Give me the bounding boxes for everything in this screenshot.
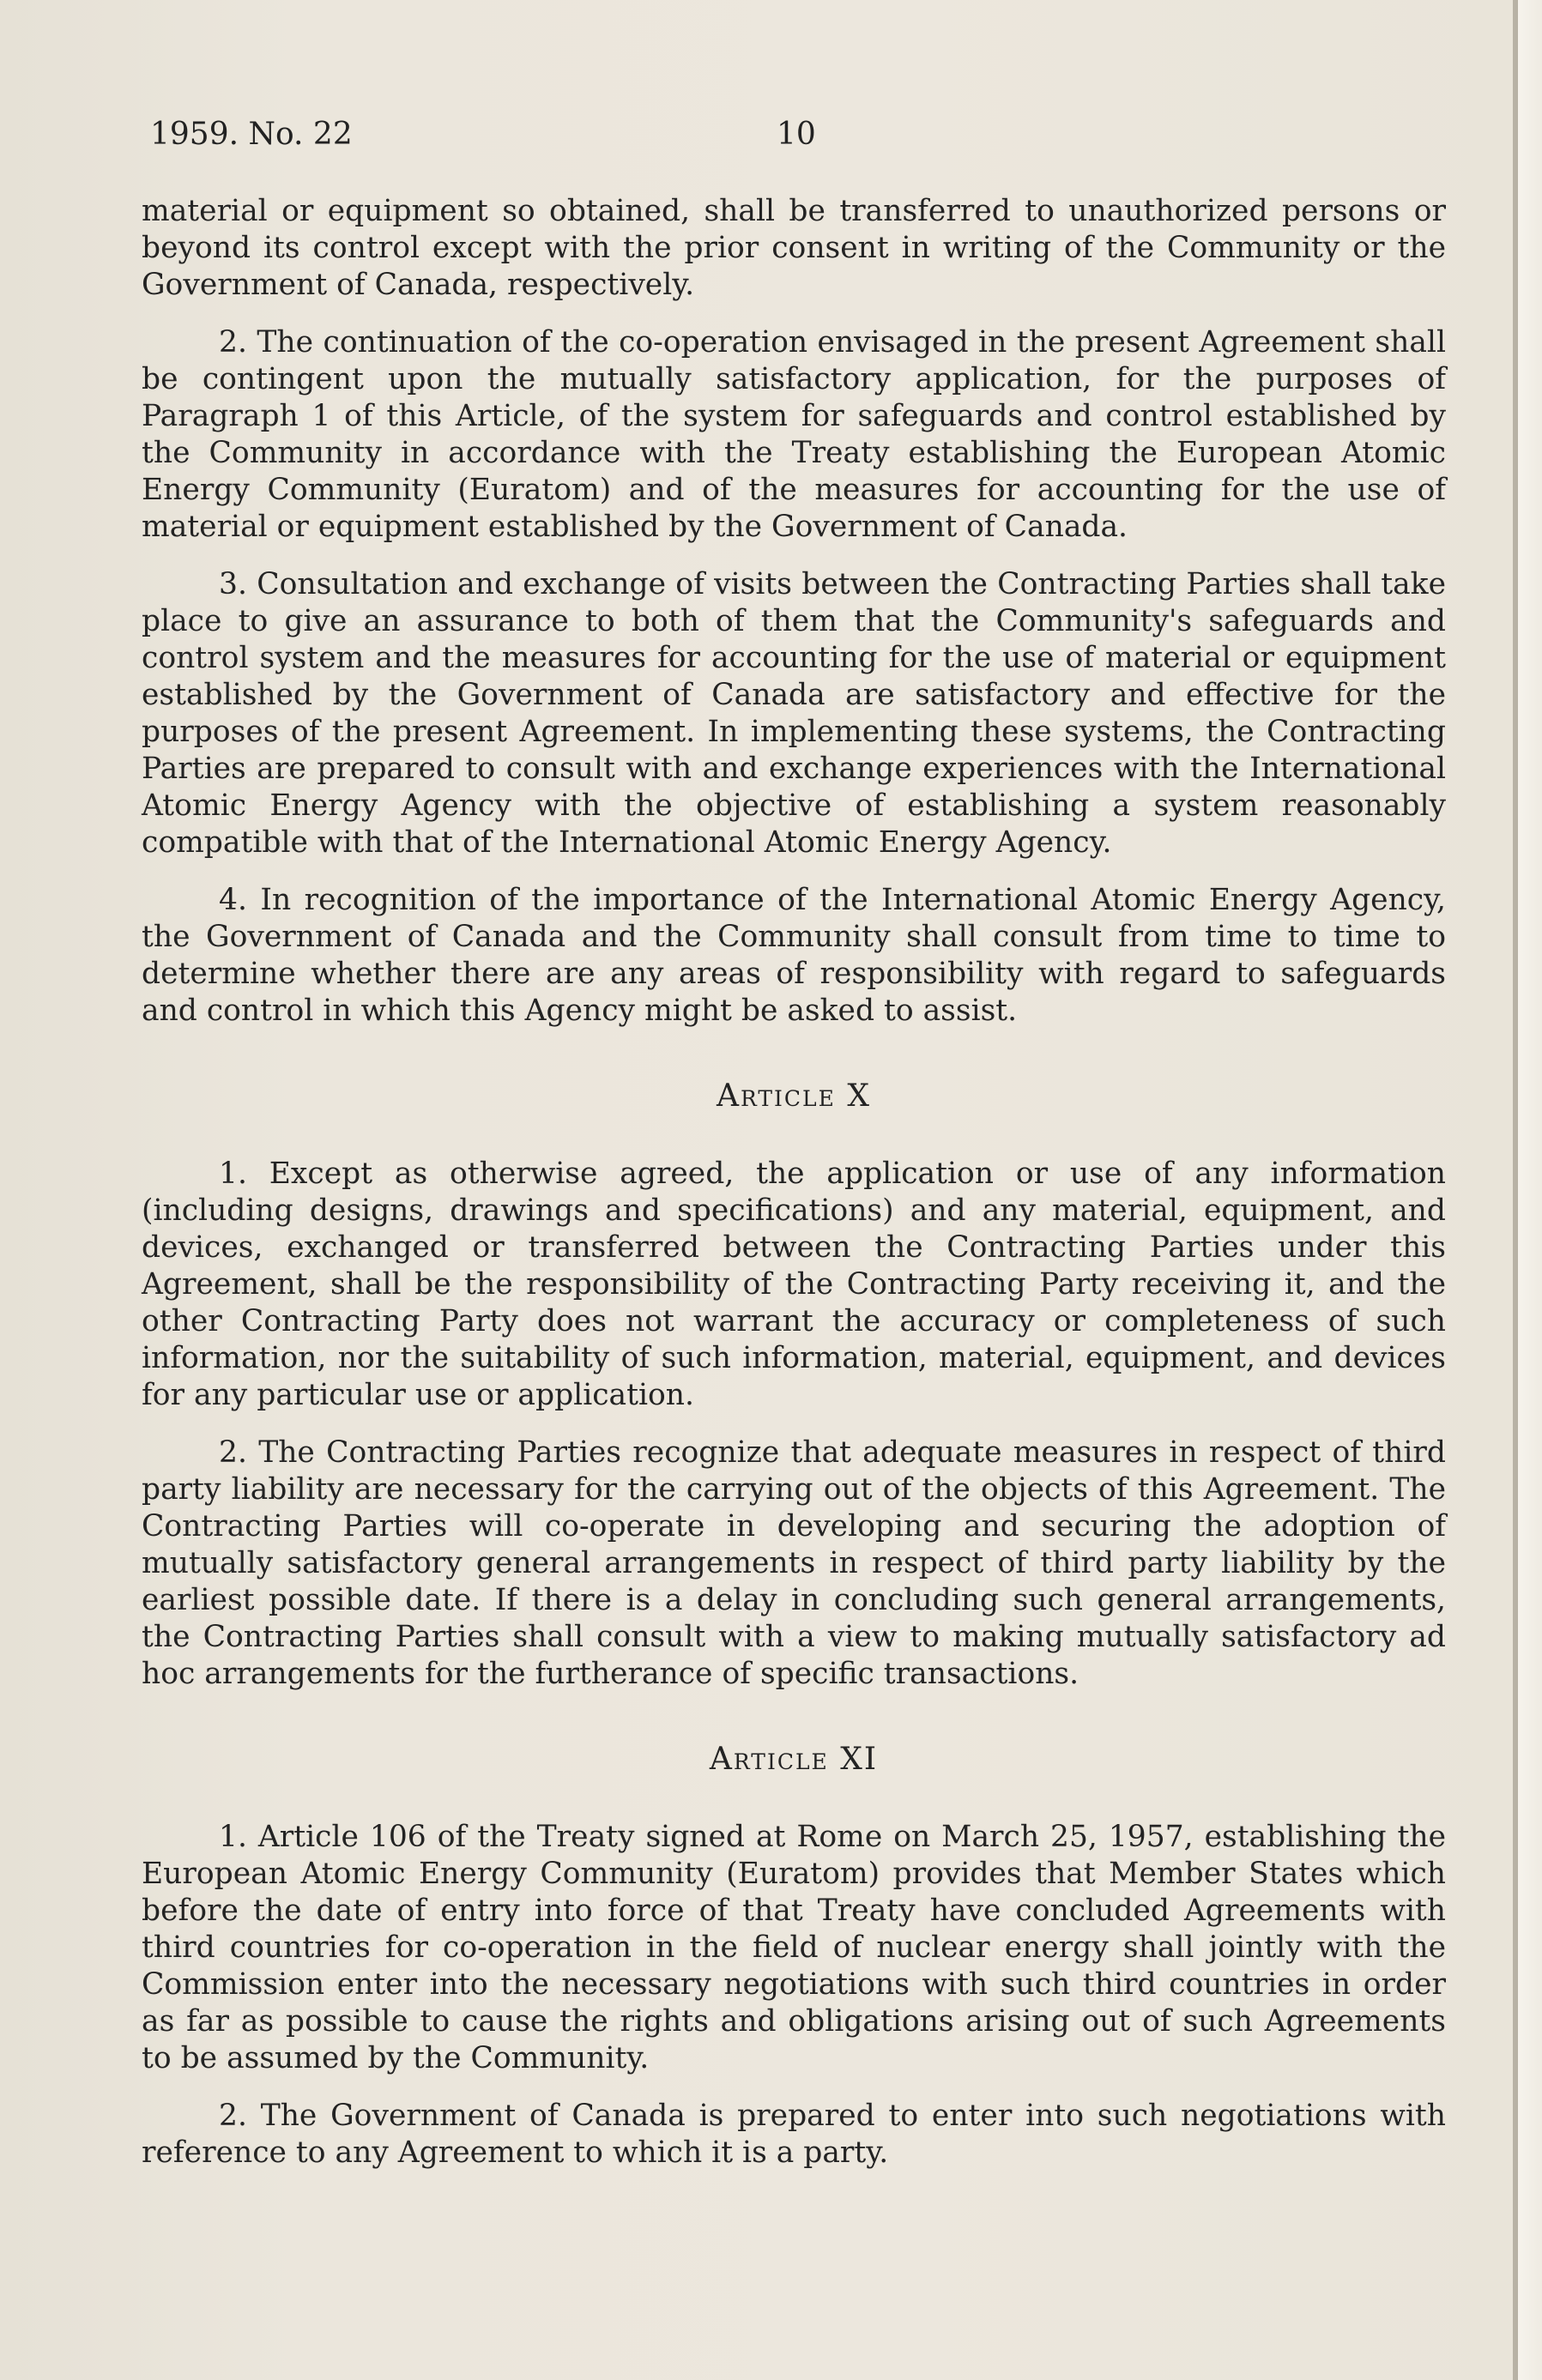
article-x-paragraph-1: 1. Except as otherwise agreed, the application or use of any information (including designs, drawings and specifications) and any material, equipment, and devices, exchanged or transferred between the Contracting Parties under this Agreement, shall be the responsibility of the Contracting Party receiving it, and the other Contracting Party does not warrant the accuracy or completeness of such information, nor the suitability of such information, material, equipment, and devices for any particular use or application. — [142, 1157, 1446, 1412]
paragraph-3: 3. Consultation and exchange of visits between the Contracting Parties shall take place to give an assurance to both of them that the Community's safeguards and control system and the measures for accounting for the use of material or equipment established by the Government of Canada are satisfactory and effective for the purposes of the present Agreement. In implementing these systems, the Contracting Parties are prepared to consult with and exchange experiences with the International Atomic Energy Agency with the objective of establishing a system reasonably compatible with that of the International Atomic Energy Agency. — [142, 567, 1446, 860]
paragraph-4: 4. In recognition of the importance of the International Atomic Energy Agency, the Government of Canada and the Community shall consult from time to time to determine whether there are any areas of responsibility with regard to safeguards and control in which this Agency might be asked to assist. — [142, 883, 1446, 1028]
page-margin-strip — [1518, 0, 1542, 2380]
article-x-heading: Article X — [717, 1078, 871, 1114]
document-body — [142, 193, 1446, 2192]
article-xi-paragraph-1: 1. Article 106 of the Treaty signed at Rome on March 25, 1957, establishing the European Atomic Energy Community (Euratom) provides that Member States which before the date of entry into force of that Treaty have concluded Agreements with third countries for co-operation in the field of nuclear energy shall jointly with the Commission enter into the necessary negotiations with such third countries in order as far as possible to cause the rights and obligations arising out of such Agreements to be assumed by the Community. — [142, 1820, 1446, 2075]
paragraph-2: 2. The continuation of the co-operation envisaged in the present Agreement shall be contingent upon the mutually satisfactory application, for the purposes of Paragraph 1 of this Article, of the system for safeguards and control established by the Community in accordance with the Treaty establishing the European Atomic Energy Community (Euratom) and of the measures for accounting for the use of material or equipment established by the Government of Canada. — [142, 325, 1446, 544]
page-number: 10 — [777, 117, 816, 152]
article-xi-paragraph-2: 2. The Government of Canada is prepared to enter into such negotiations with reference to any Agreement to which it is a party. — [142, 2099, 1446, 2170]
article-xi-heading: Article XI — [709, 1742, 879, 1777]
issue-number: 1959. No. 22 — [150, 117, 353, 152]
continuation-paragraph: material or equipment so obtained, shall be transferred to unauthorized persons or beyond its control except with the prior consent in writing of the Community or the Government of Canada, respectively. — [142, 194, 1446, 302]
article-x-paragraph-2: 2. The Contracting Parties recognize that adequate measures in respect of third party liability are necessary for the carrying out of the objects of this Agreement. The Contracting Parties will co-operate in developing and securing the adoption of mutually satisfactory general arrangements in respect of third party liability by the earliest possible date. If there is a delay in concluding such general arrangements, the Contracting Parties shall consult with a view to making mutually satisfactory ad hoc arrangements for the furtherance of specific transactions. — [142, 1435, 1446, 1691]
